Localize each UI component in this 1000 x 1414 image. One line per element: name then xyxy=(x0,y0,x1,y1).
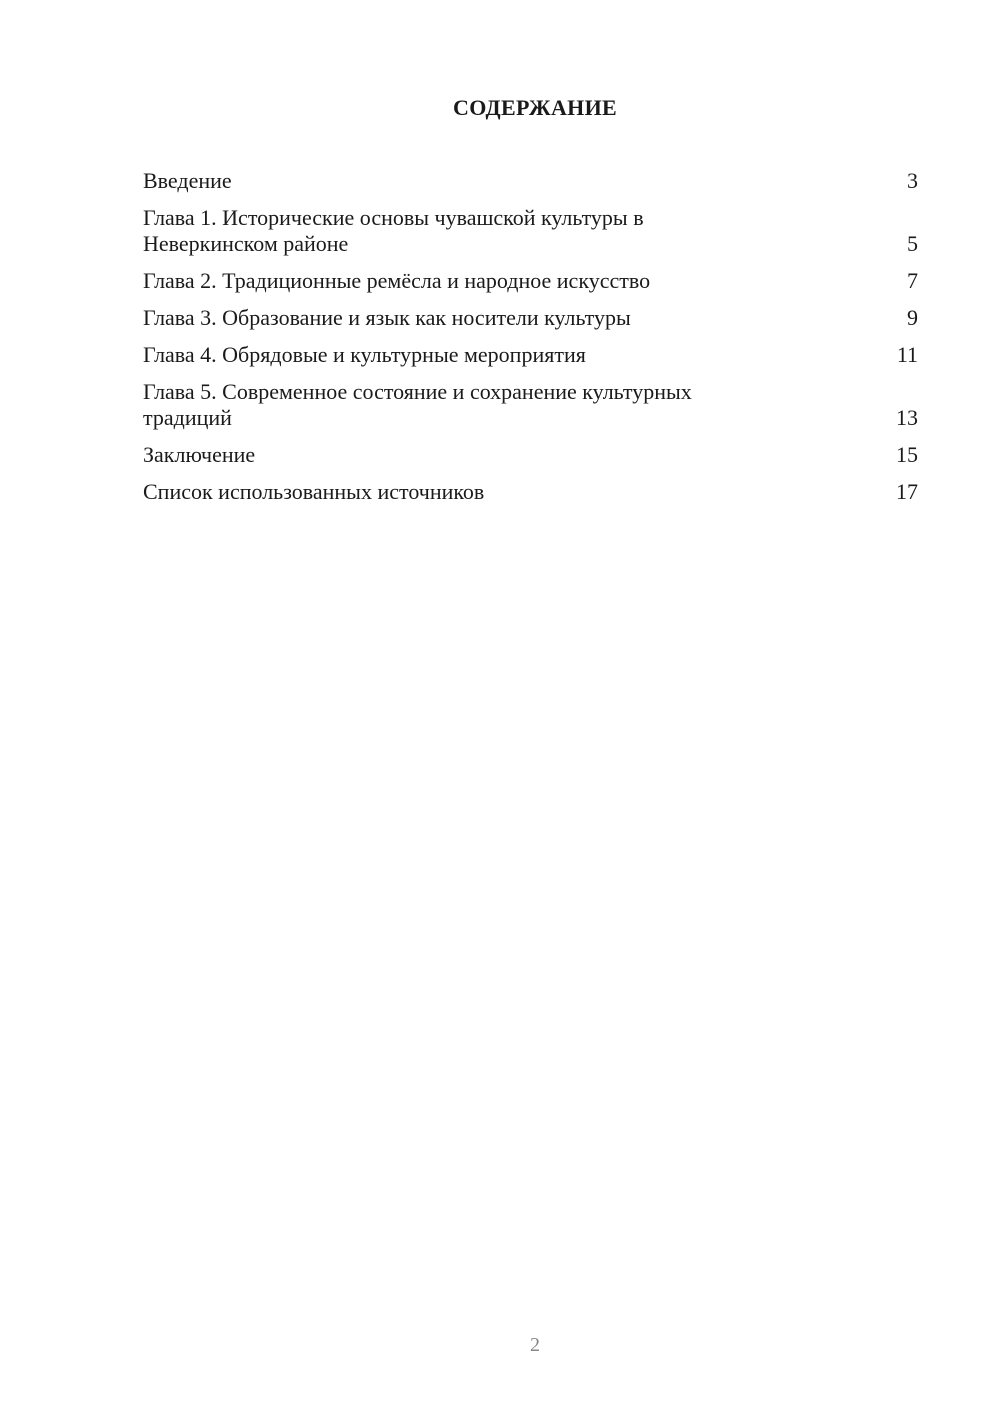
toc-entry-title: Заключение xyxy=(143,442,256,467)
toc-entry xyxy=(143,479,918,505)
toc-entry-page: 9 xyxy=(907,305,918,330)
toc-entry-page: 11 xyxy=(896,342,918,367)
page-title: СОДЕРЖАНИЕ xyxy=(453,95,617,120)
toc-entry xyxy=(143,342,918,368)
toc-entry-title: Глава 1. Исторические основы чувашской культуры в Неверкинском районе xyxy=(143,205,644,256)
toc-entry xyxy=(143,268,918,294)
toc-entry xyxy=(143,379,918,431)
toc-entry-title: Глава 5. Современное состояние и сохранение культурных традиций xyxy=(143,379,692,430)
toc-entry-page: 13 xyxy=(896,405,918,430)
toc-entry-page: 17 xyxy=(896,479,918,504)
toc-entry xyxy=(143,305,918,331)
toc-entry-title: Введение xyxy=(143,168,232,193)
toc-entry-page: 15 xyxy=(896,442,918,467)
toc-entry-page: 7 xyxy=(907,268,918,293)
toc-entry-title: Глава 4. Обрядовые и культурные мероприятия xyxy=(143,342,586,367)
toc-entry xyxy=(143,205,918,257)
toc-entry xyxy=(143,442,918,468)
toc-entry-title: Глава 2. Традиционные ремёсла и народное искусство xyxy=(143,268,651,293)
toc-entry xyxy=(143,168,918,194)
page-number: 2 xyxy=(530,1334,540,1356)
toc-entry-title: Глава 3. Образование и язык как носители культуры xyxy=(143,305,631,330)
table-of-contents xyxy=(143,168,918,516)
toc-entry-title: Список использованных источников xyxy=(143,479,485,504)
toc-entry-page: 5 xyxy=(907,231,918,256)
toc-entry-page: 3 xyxy=(907,168,918,193)
